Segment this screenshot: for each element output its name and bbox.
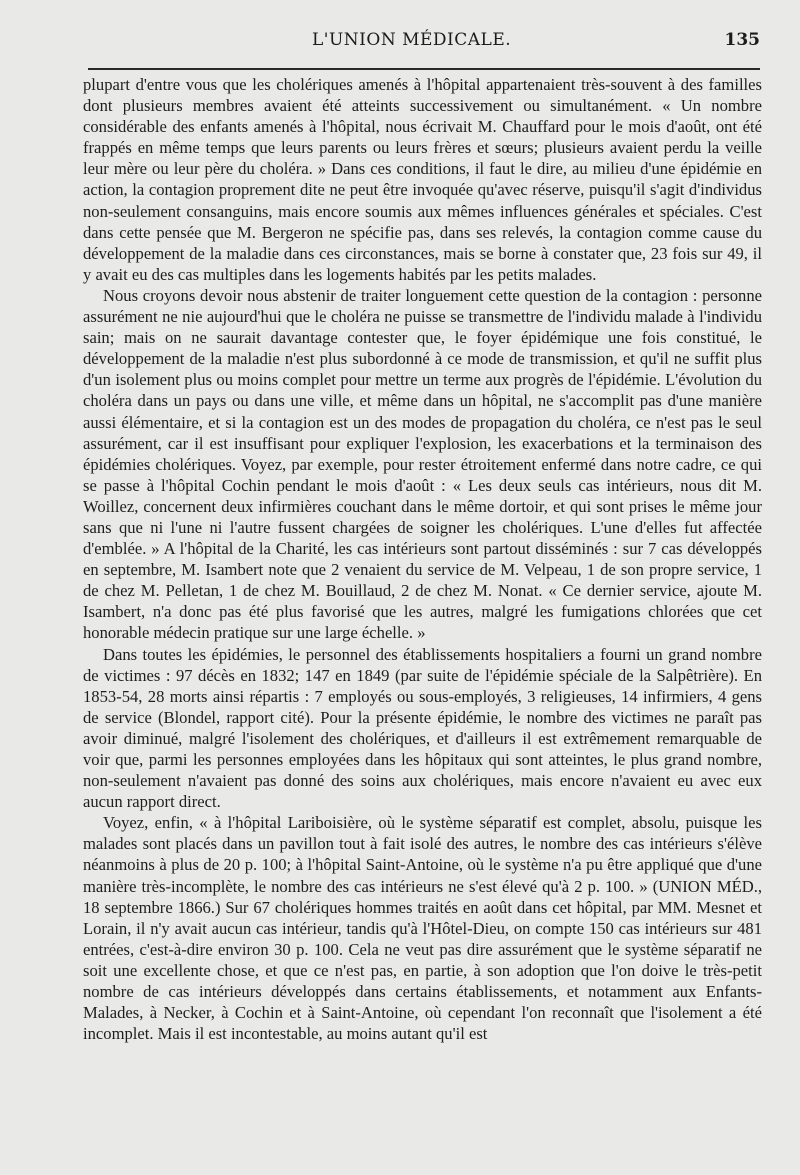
- page-number: 135: [724, 30, 760, 50]
- paragraph: Nous croyons devoir nous abstenir de traiter longuement cette question de la contagion : personne assurément ne nie aujourd'hui que le choléra ne puisse se transmettre de l'individu malade à l'individu sain; mais on ne saurait davantage contester que, le foyer épidémique une fois constitué, le développement de la maladie n'est plus subordonné à ce mode de transmission, et qu'il ne suffit plus d'un isolement plus ou moins complet pour mettre un terme aux progrès de l'épidémie. L'évolution du choléra dans un pays ou dans une ville, et même dans un hôpital, ne s'accomplit pas d'une manière aussi élémentaire, et si la contagion est un des modes de propagation du choléra, ce n'est pas le seul assurément, car il est insuffisant pour expliquer l'explosion, les exacerbations et la terminaison des épidémies cholériques. Voyez, par exemple, pour rester étroitement enfermé dans notre cadre, ce qui se passe à l'hôpital Cochin pendant le mois d'août : « Les deux seuls cas intérieurs, nous dit M. Woillez, concernent deux infirmières couchant dans le même dortoir, et qui sont prises le même jour sans que ni l'une ni l'autre fussent chargées de soigner les cholériques. L'une d'elles fut affectée d'emblée. » A l'hôpital de la Charité, les cas intérieurs sont partout disséminés : sur 7 cas développés en septembre, M. Isambert note que 2 venaient du service de M. Velpeau, 1 de son propre service, 1 de chez M. Pelletan, 1 de chez M. Bouillaud, 2 de chez M. Nonat. « Ce dernier service, ajoute M. Isambert, n'a donc pas été plus favorisé que les autres, malgré les fumigations chlorées que cet honorable médecin pratique sur une large échelle. »: [83, 285, 762, 643]
- page-header: [60, 30, 760, 60]
- paragraph: plupart d'entre vous que les cholériques amenés à l'hôpital appartenaient très-souvent à des familles dont plusieurs membres avaient été atteints successivement ou simultanément. « Un nombre considérable des enfants amenés à l'hôpital, nous écrivait M. Chauffard pour le mois d'août, ont été frappés en même temps que leurs parents ou leurs frères et sœurs; plusieurs avaient perdu la veille leur mère ou leur père du choléra. » Dans ces conditions, il faut le dire, au milieu d'une épidémie en action, la contagion proprement dite ne peut être invoquée qu'avec réserve, puisqu'il s'agit d'individus non-seulement consanguins, mais encore soumis aux mêmes influences générales et spéciales. C'est dans cette pensée que M. Bergeron ne spécifie pas, dans ses relevés, la contagion comme cause du développement de la maladie dans ces circonstances, mais se borne à constater que, 23 fois sur 49, il y avait eu des cas multiples dans les logements habités par les petits malades.: [83, 75, 762, 284]
- header-rule: [88, 68, 760, 70]
- body-text: [83, 74, 762, 1044]
- paragraph: Dans toutes les épidémies, le personnel des établissements hospitaliers a fourni un grand nombre de victimes : 97 décès en 1832; 147 en 1849 (par suite de l'épidémie spéciale de la Salpêtrière). En 1853-54, 28 morts ainsi répartis : 7 employés ou sous-employés, 3 religieuses, 14 infirmiers, 4 gens de service (Blondel, rapport cité). Pour la présente épidémie, le nombre des victimes ne paraît pas avoir diminué, malgré l'isolement des cholériques, et d'ailleurs il est extrêmement remarquable de voir que, parmi les personnes employées dans les hôpitaux qui sont atteintes, le plus grand nombre, non-seulement n'avaient pas donné des soins aux cholériques, mais encore n'avaient eu avec eux aucun rapport direct.: [83, 644, 762, 812]
- paragraph: Voyez, enfin, « à l'hôpital Lariboisière, où le système séparatif est complet, absolu, puisque les malades sont placés dans un pavillon tout à fait isolé des autres, le nombre des cas intérieurs s'élève néanmoins à plus de 20 p. 100; à l'hôpital Saint-Antoine, où le système n'a pu être appliqué que d'une manière très-incomplète, le nombre des cas intérieurs ne s'est élevé qu'à 2 p. 100. » (UNION MÉD., 18 septembre 1866.) Sur 67 cholériques hommes traités en août dans cet hôpital, par MM. Mesnet et Lorain, il n'y avait aucun cas intérieur, tandis qu'à l'Hôtel-Dieu, on compte 150 cas intérieurs sur 481 entrées, c'est-à-dire environ 30 p. 100. Cela ne veut pas dire assurément que le système séparatif ne soit une excellente chose, et que ce n'est pas, en partie, à son adoption que l'on doive le très-petit nombre de cas intérieurs développés dans certains établissements, et notamment aux Enfants-Malades, à Necker, à Cochin et à Saint-Antoine, où cependant l'on reconnaît que l'isolement a été incomplet. Mais il est incontestable, au moins autant qu'il est: [83, 813, 762, 1044]
- running-title: L'UNION MÉDICALE.: [312, 30, 512, 50]
